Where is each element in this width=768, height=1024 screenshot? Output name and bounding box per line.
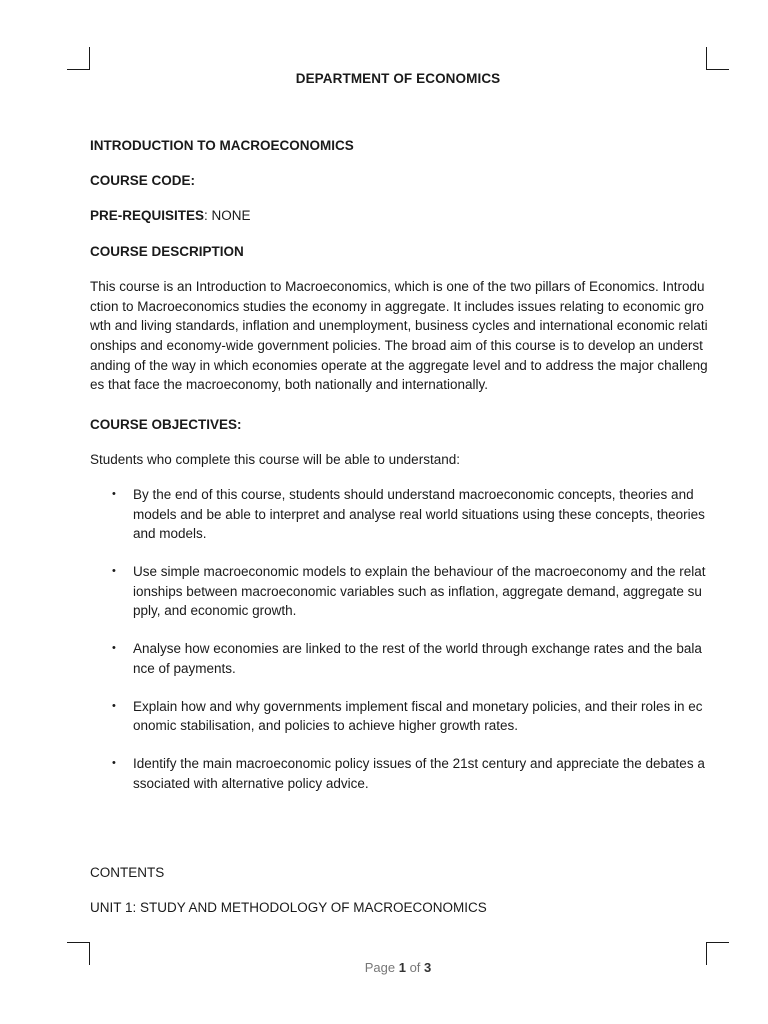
unit-1-heading: UNIT 1: STUDY AND METHODOLOGY OF MACROECONOMICS: [90, 900, 487, 915]
objective-item: [90, 639, 708, 678]
crop-mark-top-left: [67, 47, 90, 70]
objective-item: [90, 485, 708, 544]
objectives-intro: Students who complete this course will be able to understand:: [90, 451, 460, 467]
bullet-icon: •: [112, 487, 116, 500]
contents-label: CONTENTS: [90, 865, 165, 880]
prerequisites-value: : NONE: [204, 208, 251, 224]
prerequisites-label: PRE-REQUISITES: [90, 208, 205, 224]
course-title: INTRODUCTION TO MACROECONOMICS: [90, 138, 354, 153]
bullet-icon: •: [112, 565, 116, 578]
department-heading: DEPARTMENT OF ECONOMICS: [295, 71, 501, 86]
bullet-icon: •: [112, 642, 116, 655]
description-heading: COURSE DESCRIPTION: [90, 243, 244, 259]
course-code-label: COURSE CODE:: [90, 173, 196, 189]
page-total: 3: [424, 960, 432, 975]
objective-text: Use simple macroeconomic models to explain the behaviour of the macroeconomy and the relationships between macroeconomic variables such as inflation, aggregate demand, aggregate supply, and economic growth.: [133, 564, 706, 619]
objective-text: Identify the main macroeconomic policy issues of the 21st century and appreciate the debates associated with alternative policy advice.: [133, 755, 705, 791]
document-body: [90, 136, 708, 811]
objective-text: By the end of this course, students should understand macroeconomic concepts, theories and models and be able to interpret and analyse real world situations using these concepts, theories and models.: [133, 486, 705, 542]
objective-item: [90, 697, 708, 736]
objective-item: [90, 754, 708, 793]
objectives-list: [90, 485, 708, 793]
page-current: 1: [398, 960, 406, 975]
bullet-icon: •: [112, 756, 116, 769]
description-text: This course is an Introduction to Macroeconomics, which is one of the two pillars of Economics. Introduction to Macroeconomics studies the economy in aggregate. It includes issues relating to economic growth and living standards, inflation and unemployment, business cycles and international economic relationships and economy-wide government policies. The broad aim of this course is to develop an understanding of the way in which economies operate at the aggregate level and to address the major challenges that face the macroeconomy, both nationally and internationally.: [90, 278, 708, 393]
page-prefix: Page: [364, 960, 399, 975]
objective-item: [90, 562, 708, 621]
objective-text: Analyse how economies are linked to the rest of the world through exchange rates and the balance of payments.: [133, 641, 702, 676]
page-indicator: [0, 960, 768, 975]
objectives-heading: COURSE OBJECTIVES:: [90, 416, 242, 432]
objective-text: Explain how and why governments implement fiscal and monetary policies, and their roles in economic stabilisation, and policies to achieve higher growth rates.: [133, 698, 703, 734]
bullet-icon: •: [112, 699, 116, 712]
page-of: of: [405, 960, 425, 975]
prerequisites-line: [90, 206, 708, 226]
crop-mark-top-right: [706, 47, 729, 70]
